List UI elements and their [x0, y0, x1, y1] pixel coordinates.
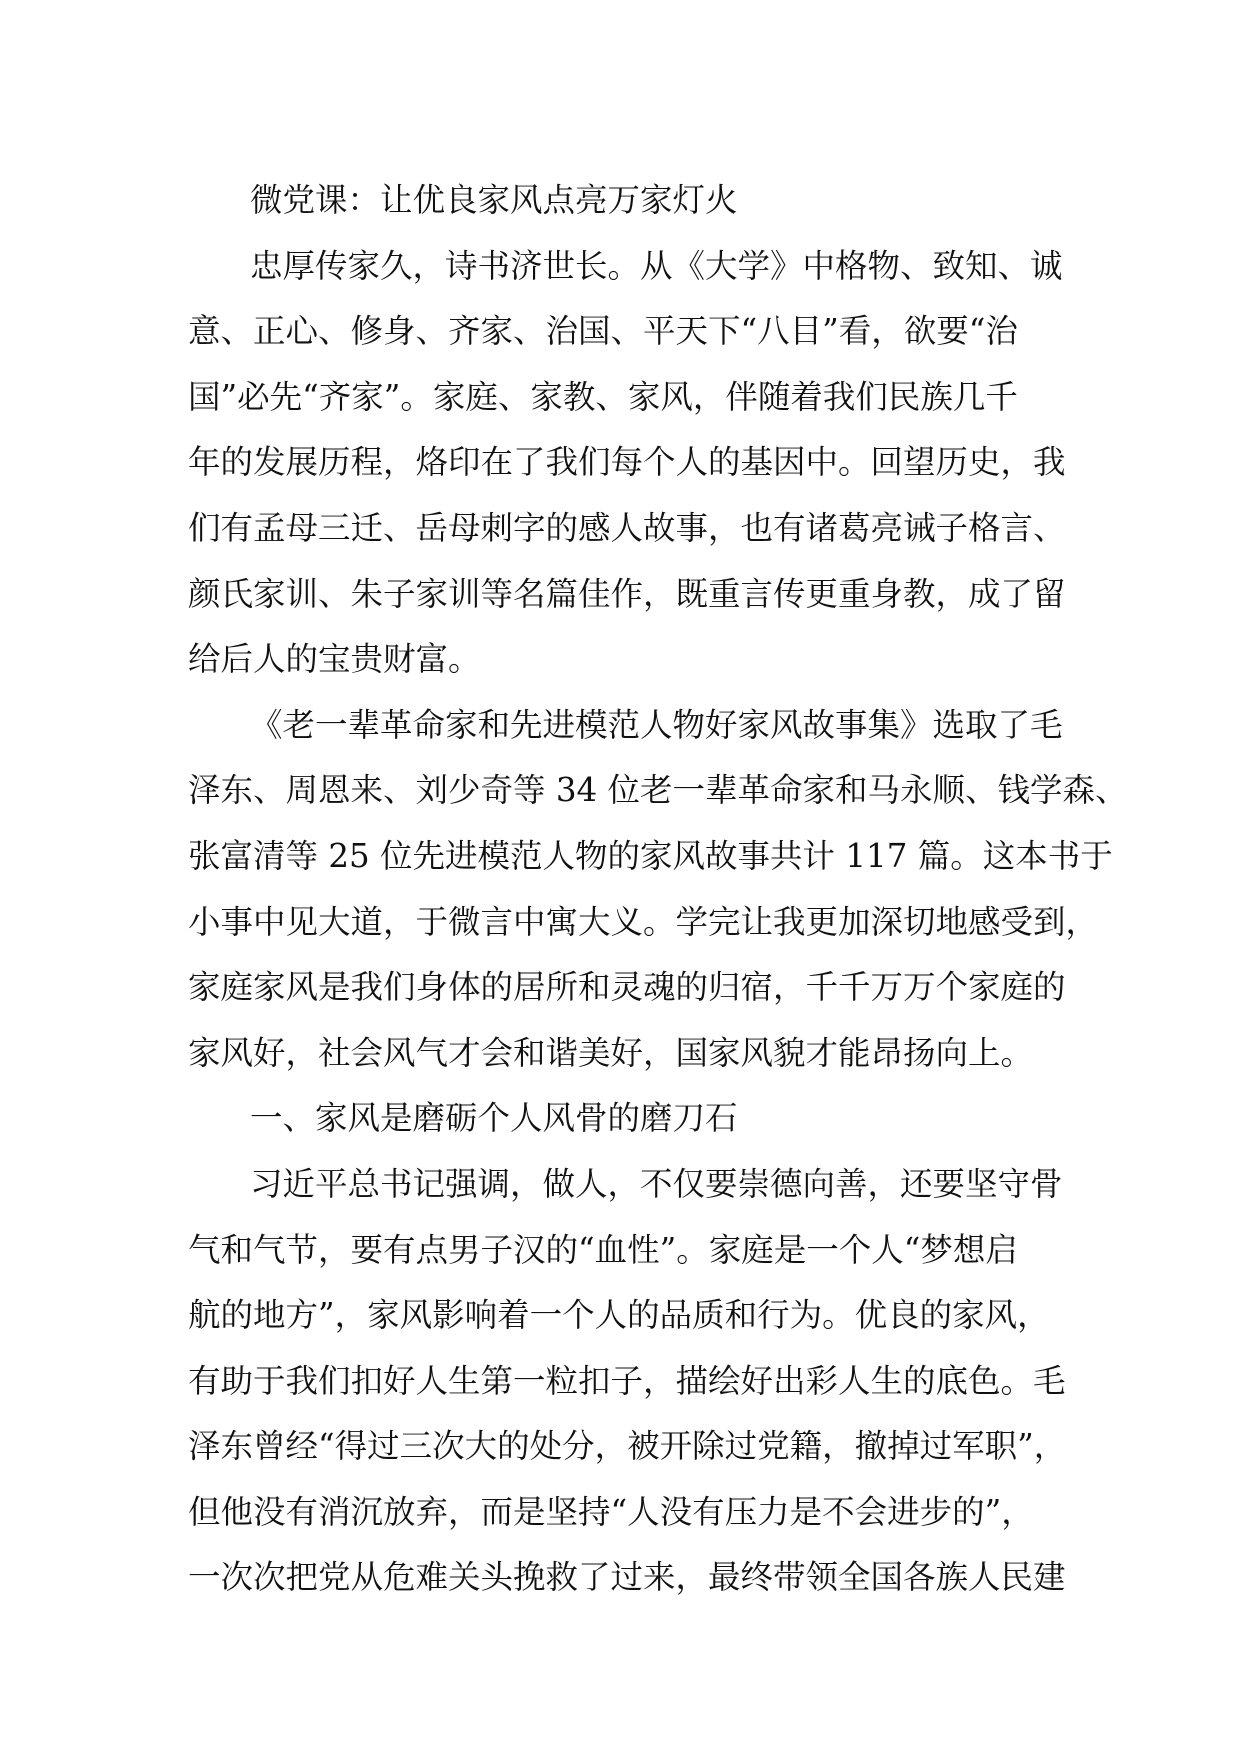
paragraph-line: 们有孟母三迁、岳母刺字的感人故事，也有诸葛亮诫子格言、 [188, 508, 1066, 547]
paragraph-line: 《老一辈革命家和先进模范人物好家风故事集》选取了毛 [250, 705, 1063, 744]
paragraph-line: 泽东、周恩来、刘少奇等 34 位老一辈革命家和马永顺、钱学森、 [188, 771, 1128, 810]
paragraph-line: 张富清等 25 位先进模范人物的家风故事共计 117 篇。这本书于 [188, 836, 1113, 875]
paragraph-line: 给后人的宝贵财富。 [188, 640, 481, 679]
paragraph-line: 一次次把党从危难关头挽救了过来，最终带领全国各族人民建 [188, 1558, 1066, 1597]
paragraph-line: 意、正心、修身、齐家、治国、平天下“八目”看，欲要“治 [188, 312, 1018, 351]
paragraph-line: 国”必先“齐家”。家庭、家教、家风，伴随着我们民族几千 [188, 377, 1018, 416]
paragraph-intro [188, 234, 1088, 693]
paragraph-section-1 [188, 1152, 1088, 1611]
paragraph-line: 颜氏家训、朱子家训等名篇佳作，既重言传更重身教，成了留 [188, 574, 1066, 613]
paragraph-line: 泽东曾经“得过三次大的处分，被开除过党籍，撤掉过军职”， [188, 1427, 1067, 1466]
paragraph-line: 航的地方”，家风影响着一个人的品质和行为。优良的家风， [188, 1296, 1050, 1335]
paragraph-line: 小事中见大道，于微言中寓大义。学完让我更加深切地感受到， [188, 902, 1099, 941]
paragraph-line: 有助于我们扣好人生第一粒扣子，描绘好出彩人生的底色。毛 [188, 1361, 1066, 1400]
section-heading: 一、家风是磨砺个人风骨的磨刀石 [250, 1099, 738, 1138]
paragraph-line: 习近平总书记强调，做人，不仅要崇德向善，还要坚守骨 [250, 1164, 1063, 1203]
paragraph-book [188, 693, 1128, 1087]
paragraph-line: 家风好，社会风气才会和谐美好，国家风貌才能昂扬向上。 [188, 1033, 1034, 1072]
paragraph-line: 气和气节，要有点男子汉的“血性”。家庭是一个人“梦想启 [188, 1230, 1018, 1269]
paragraph-line: 忠厚传家久，诗书济世长。从《大学》中格物、致知、诚 [250, 246, 1063, 285]
paragraph-line: 家庭家风是我们身体的居所和灵魂的归宿，千千万万个家庭的 [188, 968, 1066, 1007]
paragraph-line: 年的发展历程，烙印在了我们每个人的基因中。回望历史，我 [188, 443, 1066, 482]
document-body [188, 168, 1128, 1611]
paragraph-line: 但他没有消沉放弃，而是坚持“人没有压力是不会进步的”， [188, 1492, 1034, 1531]
document-title: 微党课：让优良家风点亮万家灯火 [250, 181, 738, 219]
